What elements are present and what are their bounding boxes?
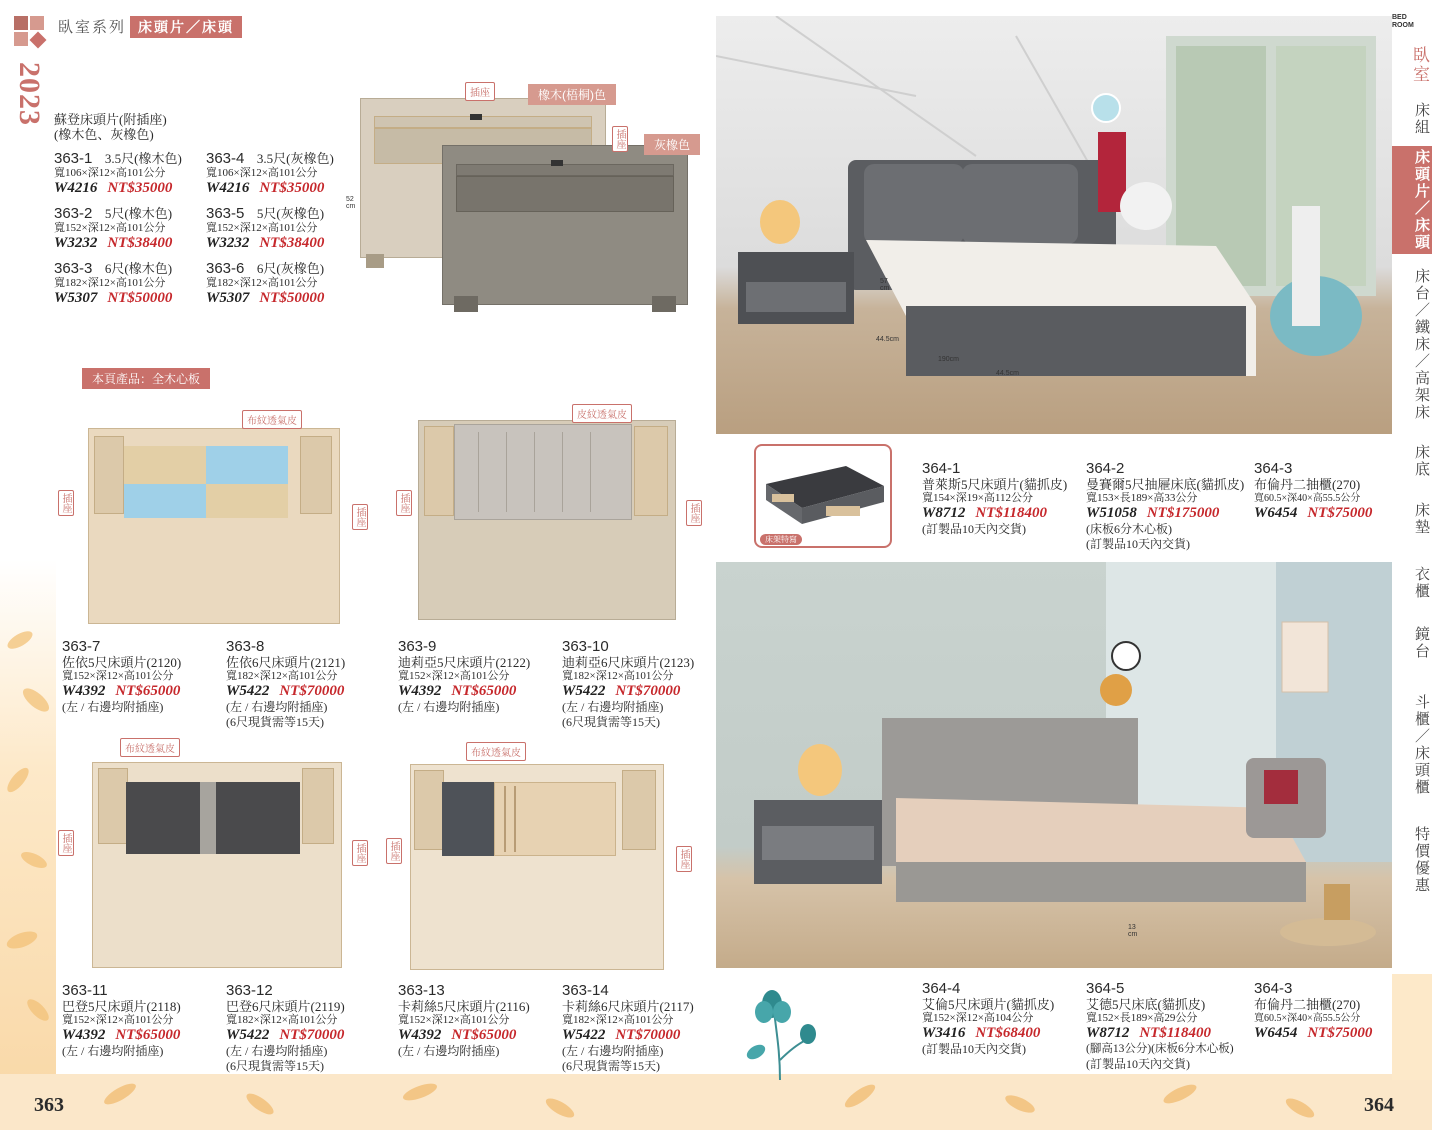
bedroom-photo-1 (716, 16, 1392, 434)
height-mark: 52 cm (346, 196, 356, 210)
index-item-bed-base[interactable]: 床底 (1413, 444, 1430, 478)
leather-tag: 皮紋透氣皮 (572, 404, 632, 423)
bedroom-photo-2 (716, 562, 1392, 968)
product-info-364-5: 364-5 艾德5尺床底(貓抓皮) 寬152×長189×高29公分 W8712 NT$118400 (腳高13公分)(床板6分木心板) (訂製品10天內交貨) (1086, 980, 1234, 1071)
top-product-colors: (橡木色、灰橡色) (54, 127, 154, 142)
product-info-363-9: 363-9 迪莉亞5尺床頭片(2122) 寬152×深12×高101公分 W4392 NT$65000 (左 / 右邊均附插座) (398, 638, 531, 714)
product-info-363-11: 363-11 巴登5尺床頭片(2118) 寬152×深12×高101公分 W4392 NT$65000 (左 / 右邊均附插座) (62, 982, 181, 1058)
variant-block (54, 150, 206, 197)
product-info-364-1: 364-1 普萊斯5尺床頭片(貓抓皮) 寬154×深19×高112公分 W8712 NT$118400 (訂製品10天內交貨) (922, 460, 1068, 536)
socket-tag: 插座 (352, 840, 368, 866)
index-item-vanity[interactable]: 鏡台 (1413, 626, 1430, 660)
index-item-bed-set[interactable]: 床組 (1413, 102, 1430, 136)
section-pill: 本頁產品：全木心板 (82, 368, 210, 389)
variant-code: 363-6 6尺(灰橡色) (206, 260, 325, 277)
socket-tag: 插座 (465, 82, 495, 101)
top-product-title: 蘇登床頭片(附插座) (54, 112, 167, 127)
variant-code: 363-1 3.5尺(橡木色) (54, 150, 182, 167)
variant-price: W5307 NT$50000 (54, 290, 173, 306)
socket-tag: 插座 (386, 838, 402, 864)
product-info-363-10: 363-10 迪莉亞6尺床頭片(2123) 寬182×深12×高101公分 W5422 NT$70000 (左 / 右邊均附插座) (6尺現貨需等15天) (562, 638, 695, 729)
socket-tag: 插座 (58, 830, 74, 856)
color-tag-grey: 灰橡色 (644, 134, 700, 155)
product-info-363-14: 363-14 卡莉絲6尺床頭片(2117) 寬182×深12×高101公分 W5422 NT$70000 (左 / 右邊均附插座) (6尺現貨需等15天) (562, 982, 694, 1073)
flower-decoration (736, 990, 826, 1085)
floral-decoration-left (0, 560, 56, 1080)
measure-leg-height: 13 cm (1128, 924, 1138, 938)
floral-decoration-right (1392, 970, 1432, 1080)
index-item-bed-frame[interactable]: 床台／鐵床／高架床 (1413, 267, 1430, 421)
socket-tag: 插座 (686, 500, 702, 526)
variant-block (54, 260, 206, 307)
measure-depth: 44.5cm (876, 336, 899, 343)
socket-tag: 插座 (396, 490, 412, 516)
fabric-tag: 布紋透氣皮 (120, 738, 180, 757)
inset-caption: 床架特寫 (760, 534, 802, 545)
measure-length: 190cm (938, 356, 960, 363)
color-tag-oak: 橡木(梧桐)色 (528, 84, 616, 105)
variant-block (206, 205, 358, 252)
product-info-363-8: 363-8 佐依6尺床頭片(2121) 寬182×深12×高101公分 W5422 NT$70000 (左 / 右邊均附插座) (6尺現貨需等15天) (226, 638, 346, 729)
product-info-364-2: 364-2 曼賽爾5尺抽屜床底(貓抓皮) 寬153×長189×高33公分 W51058 NT$175000 (床板6分木心板) (訂製品10天內交貨) (1086, 460, 1245, 551)
measure-height: 57 cm (880, 278, 890, 292)
product-info-364-3: 364-3 布倫丹二抽櫃(270) 寬60.5×深40×高55.5公分 W6454 NT$75000 (1254, 460, 1373, 521)
variant-price: W3232 NT$38400 (206, 235, 325, 251)
bed-frame-inset (754, 444, 892, 548)
index-item-wardrobe[interactable]: 衣櫃 (1413, 566, 1430, 600)
floral-band-bottom (0, 1074, 1432, 1130)
measure-width: 44.5cm (996, 370, 1019, 377)
variant-dim: 寬152×深12×高101公分 (54, 222, 166, 234)
section-index (1392, 14, 1432, 974)
variant-price: W4216 NT$35000 (54, 180, 173, 196)
series-title: 臥室系列 (58, 19, 127, 36)
variant-code: 363-2 5尺(橡木色) (54, 205, 173, 222)
variant-dim: 寬182×深12×高101公分 (206, 277, 318, 289)
socket-tag: 插座 (352, 504, 368, 530)
variant-dim: 寬152×深12×高101公分 (206, 222, 318, 234)
variant-price: W4216 NT$35000 (206, 180, 325, 196)
category-tag: 床頭片／床頭 (130, 16, 242, 38)
year-label: 2023 (13, 62, 46, 126)
variant-price: W5307 NT$50000 (206, 290, 325, 306)
fabric-tag: 布紋透氣皮 (242, 410, 302, 429)
variant-block (54, 205, 206, 252)
product-info-364-4: 364-4 艾倫5尺床頭片(貓抓皮) 寬152×深12×高104公分 W3416 NT$68400 (訂製品10天內交貨) (922, 980, 1055, 1056)
product-info-364-3b: 364-3 布倫丹二抽櫃(270) 寬60.5×深40×高55.5公分 W6454 NT$75000 (1254, 980, 1373, 1041)
socket-tag: 插座 (58, 490, 74, 516)
variant-price: W3232 NT$38400 (54, 235, 173, 251)
product-info-363-7: 363-7 佐依5尺床頭片(2120) 寬152×深12×高101公分 W4392 NT$65000 (左 / 右邊均附插座) (62, 638, 182, 714)
socket-tag: 插座 (612, 126, 628, 152)
variant-code: 363-3 6尺(橡木色) (54, 260, 173, 277)
socket-tag: 插座 (676, 846, 692, 872)
page-number-right: 364 (1364, 1094, 1394, 1116)
variant-block (206, 150, 358, 197)
product-info-363-13: 363-13 卡莉絲5尺床頭片(2116) 寬152×深12×高101公分 W4392 NT$65000 (左 / 右邊均附插座) (398, 982, 530, 1058)
fabric-tag: 布紋透氣皮 (466, 742, 526, 761)
index-item-headboard[interactable]: 床頭片／床頭 (1392, 146, 1432, 254)
variant-dim: 寬182×深12×高101公分 (54, 277, 166, 289)
index-item-specials[interactable]: 特價優惠 (1413, 826, 1430, 894)
variant-code: 363-5 5尺(灰橡色) (206, 205, 325, 222)
product-info-363-12: 363-12 巴登6尺床頭片(2119) 寬182×深12×高101公分 W5422 NT$70000 (左 / 右邊均附插座) (6尺現貨需等15天) (226, 982, 345, 1073)
page-number-left: 363 (34, 1094, 64, 1116)
index-item-cabinet[interactable]: 斗櫃／床頭櫃 (1413, 694, 1430, 796)
variant-dim: 寬106×深12×高101公分 (206, 167, 318, 179)
variant-dim: 寬106×深12×高101公分 (54, 167, 166, 179)
index-item-bedroom[interactable]: 臥室 (1410, 46, 1429, 84)
index-item-mattress[interactable]: 床墊 (1413, 502, 1430, 536)
variant-block (206, 260, 358, 307)
variant-code: 363-4 3.5尺(灰橡色) (206, 150, 334, 167)
bedroom-en-label: BED ROOM (1392, 14, 1414, 29)
